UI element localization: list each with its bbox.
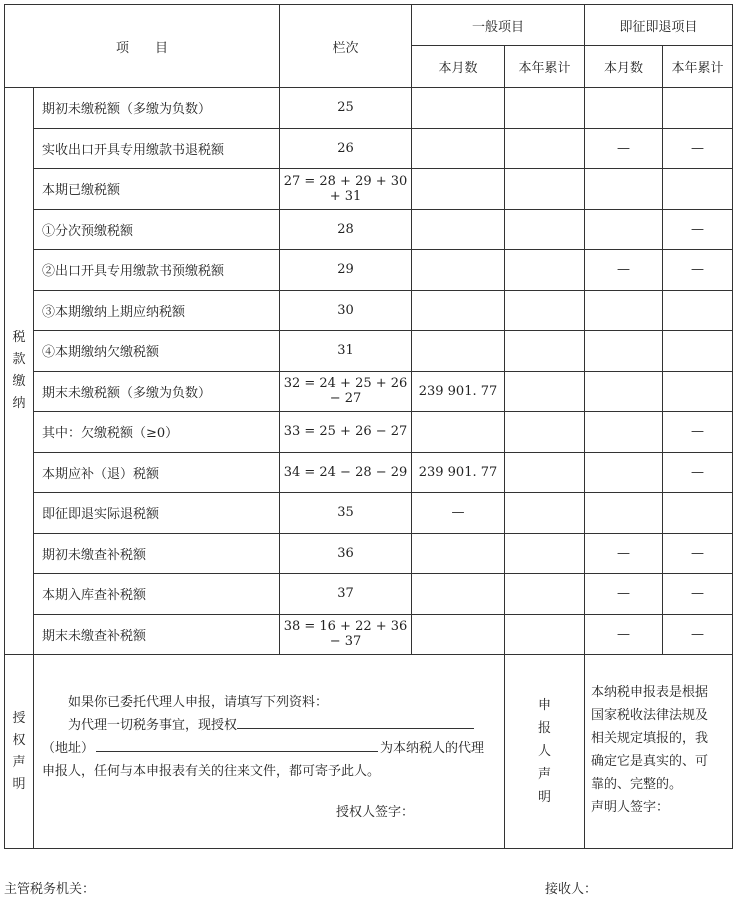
general-this-month-cell[interactable] [412,574,505,615]
general-year-total-cell[interactable] [505,574,585,615]
item-header: 项 目 [5,5,280,88]
refund-year-total-header: 本年累计 [663,46,733,88]
refund-year-total-cell[interactable]: — [663,574,733,615]
table-row [5,331,733,372]
table-row [5,371,733,412]
row-column-number: 33 = 25 + 26 − 27 [280,412,412,453]
refund-year-total-cell[interactable]: — [663,412,733,453]
general-year-total-cell[interactable] [505,331,585,372]
refund-this-month-cell[interactable]: — [585,533,663,574]
refund-this-month-cell[interactable] [585,209,663,250]
refund-year-total-cell[interactable]: — [663,209,733,250]
auth-line-4: 申报人，任何与本申报表有关的往来文件，都可寄予此人。 [42,764,381,779]
general-items-header: 一般项目 [412,5,585,46]
receiver-label: 接收人： [545,882,598,897]
general-year-total-cell[interactable] [505,371,585,412]
general-this-month-cell[interactable] [412,169,505,210]
refund-this-month-header: 本月数 [585,46,663,88]
row-column-number: 27 = 28 + 29 + 30 + 31 [280,169,412,210]
refund-year-total-cell[interactable]: — [663,452,733,493]
row-column-number: 29 [280,250,412,291]
table-row [5,250,733,291]
row-column-number: 38 = 16 + 22 + 36 − 37 [280,614,412,655]
general-this-month-header: 本月数 [412,46,505,88]
general-this-month-cell[interactable]: — [412,493,505,534]
refund-this-month-cell[interactable] [585,290,663,331]
row-column-number: 28 [280,209,412,250]
row-item-name: 本期入库查补税额 [34,574,280,615]
general-year-total-cell[interactable] [505,290,585,331]
table-row [5,493,733,534]
row-item-name: 即征即退实际退税额 [34,493,280,534]
refund-this-month-cell[interactable] [585,331,663,372]
table-row [5,290,733,331]
authorization-label: 授 权 声 明 [5,655,34,849]
row-column-number: 35 [280,493,412,534]
row-item-name: 期初未缴税额（多缴为负数） [34,88,280,129]
table-row [5,533,733,574]
refund-this-month-cell[interactable] [585,371,663,412]
row-column-number: 31 [280,331,412,372]
refund-this-month-cell[interactable]: — [585,128,663,169]
general-year-total-cell[interactable] [505,209,585,250]
table-row [5,452,733,493]
table-row [5,614,733,655]
row-item-name: 本期已缴税额 [34,169,280,210]
refund-this-month-cell[interactable]: — [585,614,663,655]
refund-year-total-cell[interactable] [663,290,733,331]
refund-year-total-cell[interactable] [663,169,733,210]
agent-address-field[interactable] [96,737,378,752]
general-year-total-cell[interactable] [505,614,585,655]
refund-year-total-cell[interactable]: — [663,614,733,655]
tax-payment-section-label: 税 款 缴 纳 [5,88,34,655]
refund-this-month-cell[interactable]: — [585,574,663,615]
general-year-total-header: 本年累计 [505,46,585,88]
row-column-number: 36 [280,533,412,574]
column-number-header: 栏次 [280,5,412,88]
table-row [5,128,733,169]
refund-this-month-cell[interactable] [585,412,663,453]
general-this-month-cell[interactable] [412,614,505,655]
refund-year-total-cell[interactable] [663,371,733,412]
refund-year-total-cell[interactable] [663,331,733,372]
refund-year-total-cell[interactable]: — [663,533,733,574]
row-item-name: 期末未缴查补税额 [34,614,280,655]
row-item-name: 实收出口开具专用缴款书退税额 [34,128,280,169]
refund-this-month-cell[interactable] [585,169,663,210]
refund-this-month-cell[interactable] [585,493,663,534]
row-column-number: 34 = 24 − 28 − 29 [280,452,412,493]
general-year-total-cell[interactable] [505,169,585,210]
row-item-name: ①分次预缴税额 [34,209,280,250]
general-year-total-cell[interactable] [505,493,585,534]
table-row [5,169,733,210]
row-item-name: 期初未缴查补税额 [34,533,280,574]
table-row [5,88,733,129]
row-item-name: 期末未缴税额（多缴为负数） [34,371,280,412]
general-year-total-cell[interactable] [505,250,585,291]
general-this-month-cell[interactable] [412,412,505,453]
general-this-month-cell[interactable] [412,290,505,331]
general-year-total-cell[interactable] [505,128,585,169]
immediate-refund-header: 即征即退项目 [585,5,733,46]
general-this-month-cell[interactable] [412,533,505,574]
tax-authority-label: 主管税务机关： [4,882,96,897]
declaration-text: 本纳税申报表是根据 国家税收法律法规及 相关规定填报的，我 确定它是真实的、可 靠的、完整的。 声明人签字： [585,655,733,849]
declarant-signature-label: 声明人签字： [591,800,670,815]
general-this-month-cell[interactable] [412,331,505,372]
refund-this-month-cell[interactable] [585,452,663,493]
general-this-month-cell[interactable] [412,128,505,169]
general-this-month-cell[interactable] [412,250,505,291]
refund-this-month-cell[interactable]: — [585,250,663,291]
general-this-month-cell[interactable]: 239 901. 77 [412,371,505,412]
authorizer-signature-label: 授权人签字： [336,805,415,820]
auth-line-2: 为代理一切税务事宜，现授权 [42,714,496,737]
row-column-number: 37 [280,574,412,615]
general-year-total-cell[interactable] [505,452,585,493]
general-year-total-cell[interactable] [505,533,585,574]
general-this-month-cell[interactable]: 239 901. 77 [412,452,505,493]
refund-this-month-cell[interactable] [585,88,663,129]
row-item-name: ③本期缴纳上期应纳税额 [34,290,280,331]
general-this-month-cell[interactable] [412,209,505,250]
row-column-number: 26 [280,128,412,169]
general-this-month-cell[interactable] [412,88,505,129]
table-row [5,412,733,453]
row-column-number: 25 [280,88,412,129]
table-row [5,209,733,250]
row-column-number: 30 [280,290,412,331]
refund-year-total-cell[interactable]: — [663,250,733,291]
row-item-name: ②出口开具专用缴款书预缴税额 [34,250,280,291]
refund-year-total-cell[interactable] [663,88,733,129]
general-year-total-cell[interactable] [505,88,585,129]
row-item-name: 其中：欠缴税额（≥0） [34,412,280,453]
refund-year-total-cell[interactable]: — [663,128,733,169]
declarant-statement-label: 申 报 人 声 明 [505,655,585,849]
row-item-name: 本期应补（退）税额 [34,452,280,493]
table-row [5,574,733,615]
tax-return-table [4,4,733,849]
general-year-total-cell[interactable] [505,412,585,453]
auth-line-3: （地址） 为本纳税人的代理 [42,737,496,760]
row-column-number: 32 = 24 + 25 + 26 − 27 [280,371,412,412]
refund-year-total-cell[interactable] [663,493,733,534]
agent-name-field[interactable] [237,714,474,729]
row-item-name: ④本期缴纳欠缴税额 [34,331,280,372]
authorization-statement [34,655,505,849]
auth-line-1: 如果你已委托代理人申报，请填写下列资料： [68,695,329,710]
